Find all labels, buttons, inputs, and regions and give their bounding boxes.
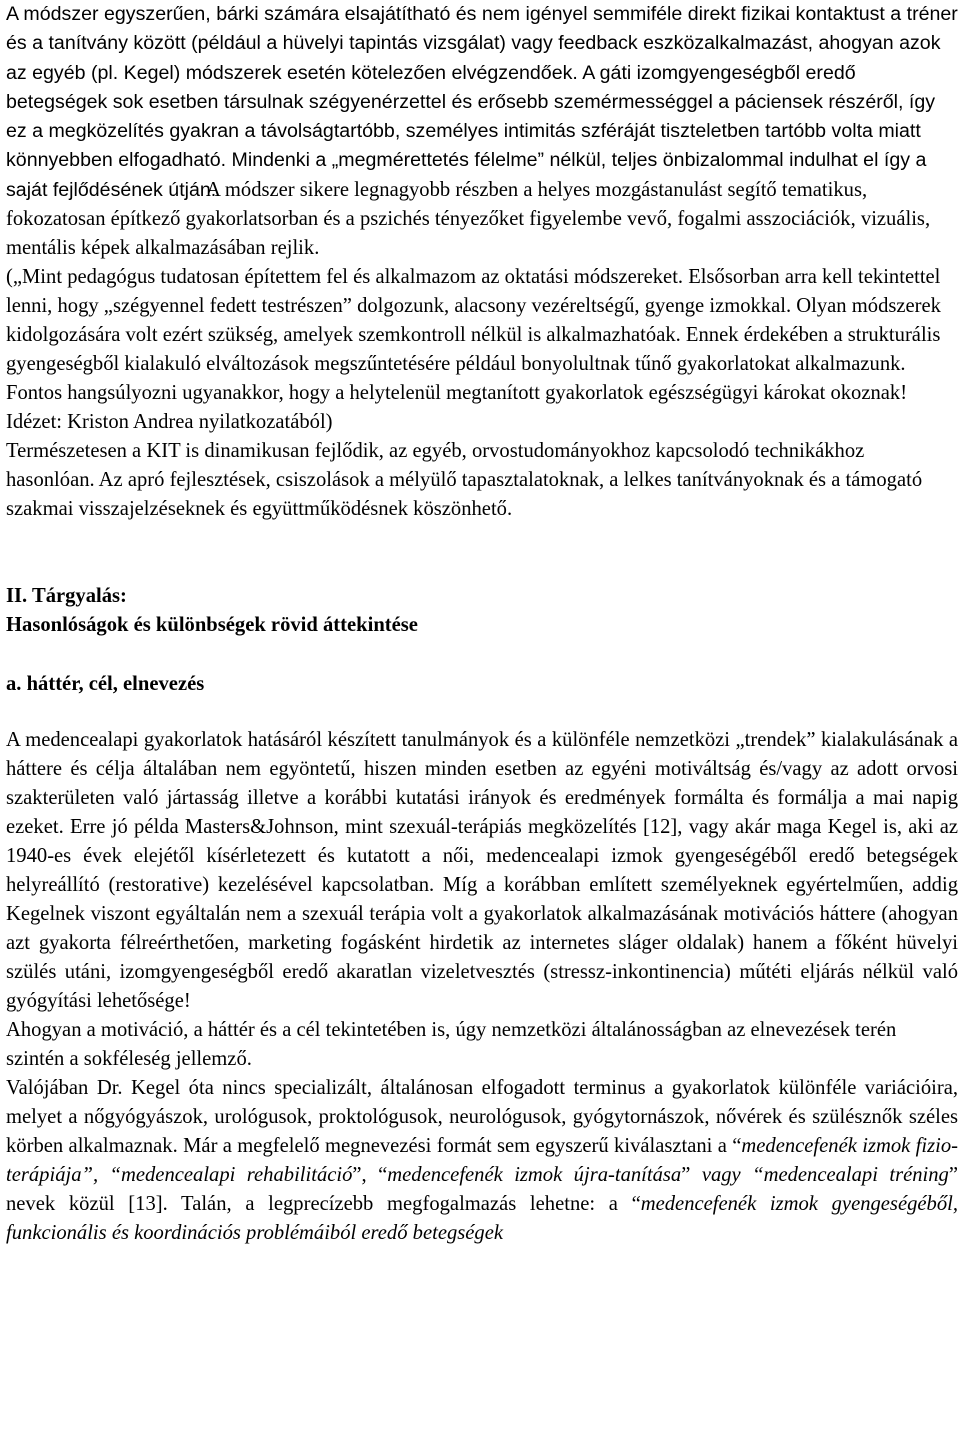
main-paragraph-3-italic-2: medencefenék izmok újra-tanítása [387,1164,682,1187]
intro-text-2: A gáti izomgyengeségből eredő betegségek sok esetben társulnak szégyenérzettel és erősebb szemérmességgel a páciensek részéről, így ez a megközelítés gyakran a távolságtartóbb, személyes intimitás szféráját tiszteletben tartóbb volta miatt könnyebben elfogadható. [6,61,936,172]
main-paragraph-3-text-c: ” [681,1164,702,1187]
continuation-paragraph-3: Természetesen a KIT is dinamikusan fejlődik, az egyéb, orvostudományokhoz kapcsolodó technikákhoz hasonlóan. Az apró fejlesztések, csiszolások a mélyülő tapasztalatoknak, a lelkes tanítványoknak és a támogató szakmai visszajelzéseknek és együttműködésnek köszönhető. [6,440,923,521]
main-paragraph-3-italic-4: medencefenék izmok gyengeségéből, funkcionális és koordinációs problémáiból eredő betegségek [6,1193,958,1245]
continuation-paragraph-2: („Mint pedagógus tudatosan építettem fel és alkalmazom az oktatási módszereket. Elsősorban arra kell tekintettel lenni, hogy „szégyennel fedett testrészen” dolgozunk, alacsony vezéreltségű, gyenge izmokkal. Olyan módszerek kidolgozására volt ezért szükség, amelyek szemkontroll nélkül is alkalmazhatóak. Ennek érdekében a strukturális gyengeségből kialakuló elváltozások megszűntetésére például bonyolultnak tűnő gyakorlatokat alkalmazunk. Fontos hangsúlyozni ugyanakkor, hogy a helytelenül megtanított gyakorlatok egészségügyi károkat okoznak! Idézet: Kriston Andrea nyilatkozatából) [6,266,941,434]
document-page [6,0,958,1248]
main-paragraph-1: A medencealapi gyakorlatok hatásáról készített tanulmányok és a különféle nemzetközi „trendek” kialakulásának a háttere és célja általában nem egyöntetű, hiszen minden esetben az egyéni motiváltság és/vagy az adott orvosi szakterületen való jártasság illetve a korábbi kutatási irányok és eredmények formálta és formálja a mai napig ezeket. Erre jó példa Masters&Johnson, mint szexuál-terápiás megközelítés [12], vagy akár maga Kegel is, aki az 1940-es évek elejétől kísérletezett és kutatott a női, medencealapi izmok gyengeségéből eredő betegségek helyreállító (restorative) kezelésével kapcsolatban. Míg a korábban említett személyeknek egyértelműen, addig Kegelnek viszont egyáltalán nem a szexuál terápia volt a gyakorlatok alkalmazásának motivációs háttere (ahogyan azt gyakorta félreérthetően, marketing fogásként hirdetik az internetes sláger oldalak) hanem a főként hüvelyi szülés utáni, izomgyengeségből eredő akaratlan vizeletvesztés (stressz-inkontinencia) műtéti eljárás nélkül való gyógyítási lehetősége! [6,729,958,1013]
main-paragraph-2: Ahogyan a motiváció, a háttér és a cél tekintetében is, úgy nemzetközi általánosságban az elnevezések terén szintén a sokféleség jellemző. [6,1019,897,1071]
intro-text-1: A módszer egyszerűen, bárki számára elsajátítható és nem igényel semmiféle direkt fizikai kontaktust a tréner és a tanítvány között (például a hüvelyi tapintás vizsgálat) vagy feedback eszközalkalmazást, ahogyan azok az egyéb (pl. Kegel) módszerek esetén kötelezően elvégzendőek. [6,3,958,84]
main-paragraph-3-text-b: ”, “ [352,1164,388,1187]
section-title-line-1: II. Tárgyalás: [6,585,127,608]
main-paragraph-3-text-d: ” nevek közül [13]. Talán, a legprecízebb megfogalmazás lehetne: a “ [6,1164,958,1216]
intro-paragraph [6,0,958,205]
main-paragraph-3-text-a: Valójában Dr. Kegel óta nincs specializált, általánosan elfogadott terminus a gyakorlatok különféle variációira, melyet a nőgyógyászok, urológusok, proktológusok, neurológusok, gyógytornászok, nővérek és szülésznők széles körben alkalmaznak. Már a megfelelő megnevezési formát sem egyszerű kiválasztani a “ [6,1077,958,1158]
main-paragraph-3-italic-1: medencefenék izmok fizio-terápiája”, “medencealapi rehabilitáció [6,1135,958,1187]
continuation-paragraph-1: A módszer sikere legnagyobb részben a helyes mozgástanulást segítő tematikus, fokozatosan építkező gyakorlatsorban és a pszichés tényezőket figyelembe vevő, fogalmi asszociációk, vizuális, mentális képek alkalmazásában rejlik. [6,179,931,260]
intro-text-3: Mindenki a „megmérettetés félelme” nélkül, teljes önbizalommal indulhat el így a saját fejlődésének útján. [6,149,927,201]
main-paragraph-3-italic-3: vagy “medencealapi tréning [701,1164,949,1187]
main-paragraph-3 [6,1074,958,1248]
section-title-line-2: Hasonlóságok és különbségek rövid áttekintése [6,614,418,637]
section-title [6,582,958,640]
subsection-title: a. háttér, cél, elnevezés [6,673,205,696]
